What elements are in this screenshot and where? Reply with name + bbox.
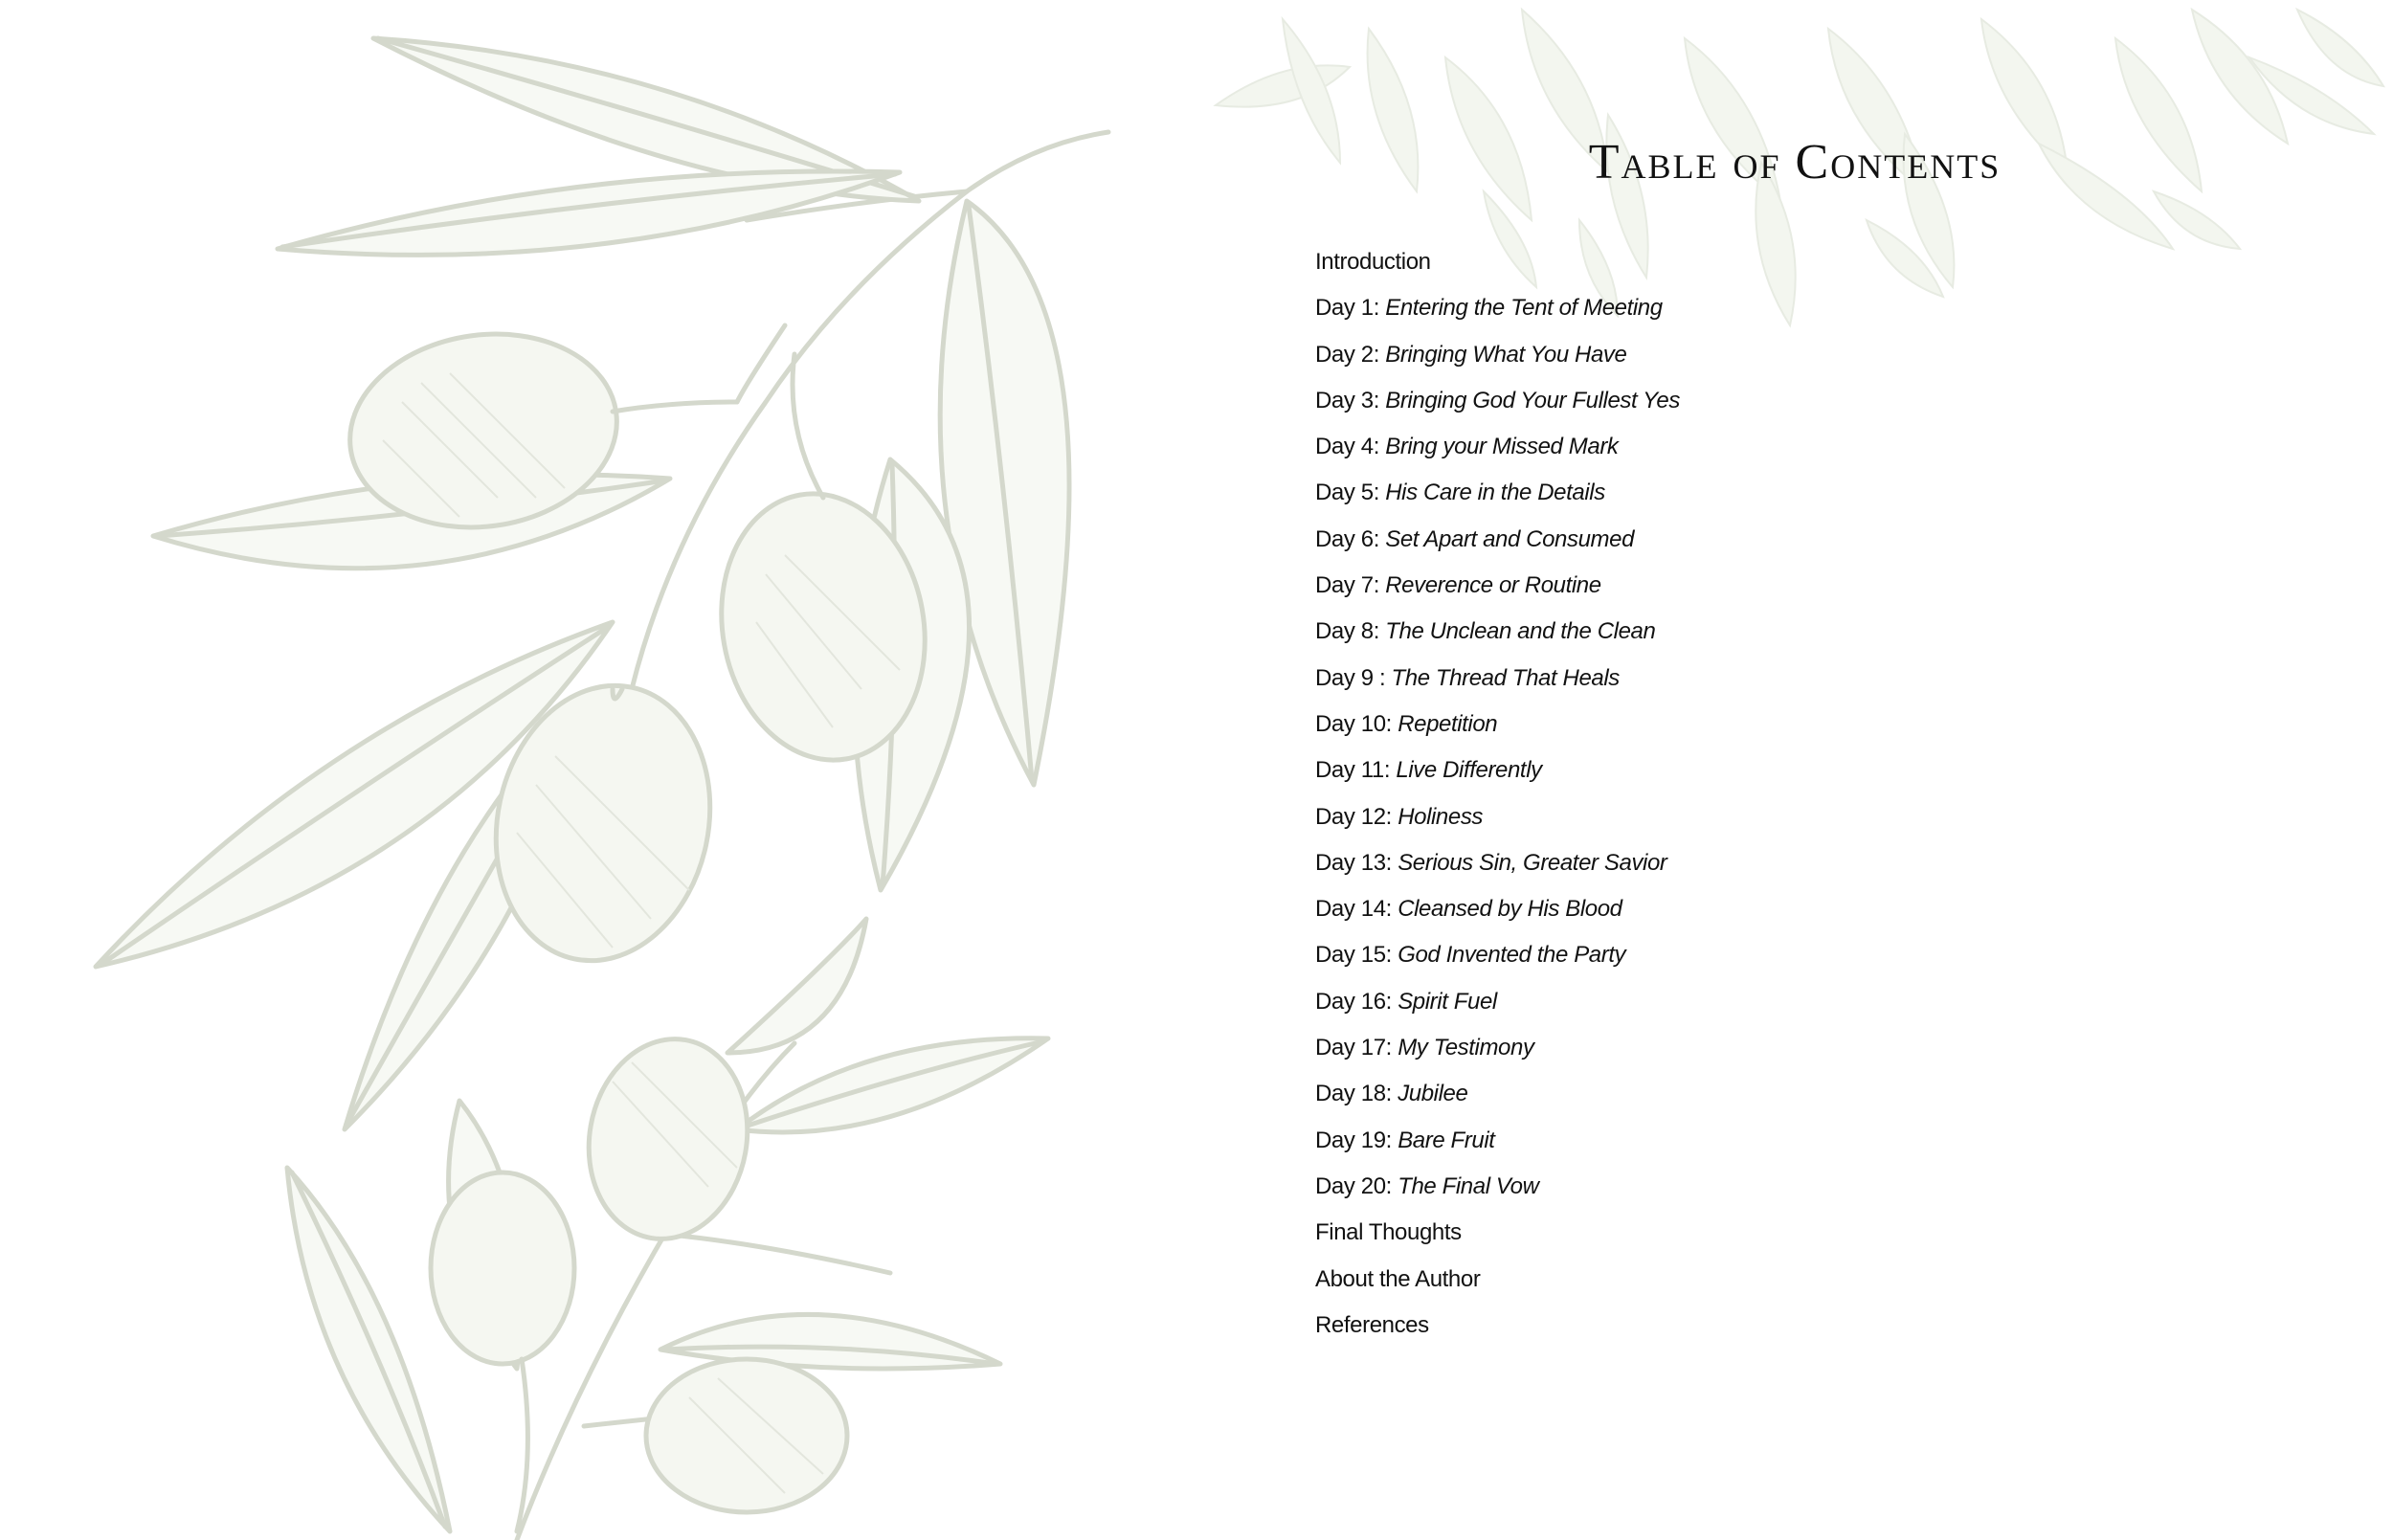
right-page	[1196, 0, 2393, 1540]
toc-entry-subtitle: His Care in the Details	[1385, 480, 1605, 506]
toc-entry-introduction[interactable]	[1315, 239, 1680, 285]
toc-entry-subtitle: Bring your Missed Mark	[1385, 434, 1619, 460]
toc-entry-day-3[interactable]	[1315, 378, 1680, 424]
toc-entry-day-20[interactable]	[1315, 1164, 1680, 1210]
toc-entry-label: Day 9 :	[1315, 664, 1392, 691]
toc-list	[1315, 239, 1680, 1349]
toc-entry-label: Day 16:	[1315, 988, 1398, 1015]
toc-entry-day-11[interactable]	[1315, 748, 1680, 793]
toc-entry-subtitle: Bringing What You Have	[1385, 341, 1627, 368]
toc-entry-subtitle: My Testimony	[1398, 1035, 1534, 1061]
toc-entry-subtitle: Cleansed by His Blood	[1398, 896, 1622, 923]
toc-entry-day-5[interactable]	[1315, 470, 1680, 516]
toc-entry-day-8[interactable]	[1315, 609, 1680, 655]
toc-entry-label: Day 6:	[1315, 525, 1386, 552]
toc-entry-day-6[interactable]	[1315, 517, 1680, 563]
toc-entry-day-2[interactable]	[1315, 332, 1680, 378]
toc-entry-subtitle: Bare Fruit	[1398, 1127, 1495, 1153]
toc-entry-subtitle: Bringing God Your Fullest Yes	[1385, 387, 1680, 413]
toc-entry-label: Day 14:	[1315, 896, 1398, 923]
toc-entry-day-16[interactable]	[1315, 979, 1680, 1025]
toc-entry-label: About the Author	[1315, 1265, 1481, 1292]
toc-entry-label: Day 7:	[1315, 572, 1386, 599]
toc-entry-label: References	[1315, 1311, 1429, 1338]
toc-entry-day-13[interactable]	[1315, 840, 1680, 886]
toc-entry-day-17[interactable]	[1315, 1025, 1680, 1071]
toc-entry-subtitle: God Invented the Party	[1398, 942, 1626, 969]
toc-entry-label: Day 15:	[1315, 942, 1398, 969]
toc-entry-subtitle: Repetition	[1398, 710, 1498, 737]
toc-entry-day-15[interactable]	[1315, 932, 1680, 978]
toc-entry-references[interactable]	[1315, 1303, 1680, 1349]
toc-entry-label: Day 17:	[1315, 1035, 1398, 1061]
toc-entry-label: Day 8:	[1315, 618, 1386, 645]
toc-entry-final-thoughts[interactable]	[1315, 1210, 1680, 1256]
toc-entry-day-10[interactable]	[1315, 702, 1680, 748]
toc-entry-subtitle: Entering the Tent of Meeting	[1385, 295, 1663, 322]
page-title: Table of Contents	[1588, 135, 2002, 190]
toc-entry-label: Day 11:	[1315, 757, 1397, 784]
toc-entry-label: Final Thoughts	[1315, 1219, 1462, 1246]
toc-entry-label: Day 4:	[1315, 434, 1386, 460]
toc-entry-day-7[interactable]	[1315, 563, 1680, 609]
toc-entry-subtitle: Holiness	[1398, 803, 1484, 830]
toc-entry-label: Day 10:	[1315, 710, 1398, 737]
toc-entry-label: Introduction	[1315, 249, 1431, 275]
toc-entry-subtitle: Reverence or Routine	[1385, 572, 1601, 599]
toc-entry-subtitle: The Unclean and the Clean	[1385, 618, 1656, 645]
toc-entry-label: Day 13:	[1315, 849, 1398, 876]
toc-entry-subtitle: Jubilee	[1398, 1081, 1468, 1107]
left-page	[0, 0, 1196, 1540]
toc-entry-label: Day 20:	[1315, 1172, 1398, 1199]
toc-entry-label: Day 19:	[1315, 1127, 1398, 1153]
toc-entry-about-the-author[interactable]	[1315, 1257, 1680, 1303]
toc-entry-label: Day 18:	[1315, 1081, 1398, 1107]
toc-entry-day-14[interactable]	[1315, 886, 1680, 932]
toc-entry-day-18[interactable]	[1315, 1071, 1680, 1117]
toc-entry-label: Day 3:	[1315, 387, 1386, 413]
toc-entry-label: Day 5:	[1315, 480, 1386, 506]
toc-entry-label: Day 2:	[1315, 341, 1386, 368]
toc-entry-subtitle: The Thread That Heals	[1391, 664, 1620, 691]
toc-entry-subtitle: Set Apart and Consumed	[1385, 525, 1635, 552]
toc-entry-label: Day 12:	[1315, 803, 1398, 830]
olive-branch-icon	[0, 0, 1196, 1540]
toc-entry-subtitle: Serious Sin, Greater Savior	[1398, 849, 1667, 876]
toc-entry-day-12[interactable]	[1315, 794, 1680, 840]
toc-entry-day-19[interactable]	[1315, 1118, 1680, 1164]
toc-entry-day-1[interactable]	[1315, 285, 1680, 331]
toc-entry-subtitle: Live Differently	[1396, 757, 1542, 784]
toc-entry-subtitle: The Final Vow	[1398, 1172, 1539, 1199]
toc-entry-day-4[interactable]	[1315, 424, 1680, 470]
toc-entry-label: Day 1:	[1315, 295, 1386, 322]
toc-entry-day-9[interactable]	[1315, 656, 1680, 702]
toc-entry-subtitle: Spirit Fuel	[1398, 988, 1497, 1015]
